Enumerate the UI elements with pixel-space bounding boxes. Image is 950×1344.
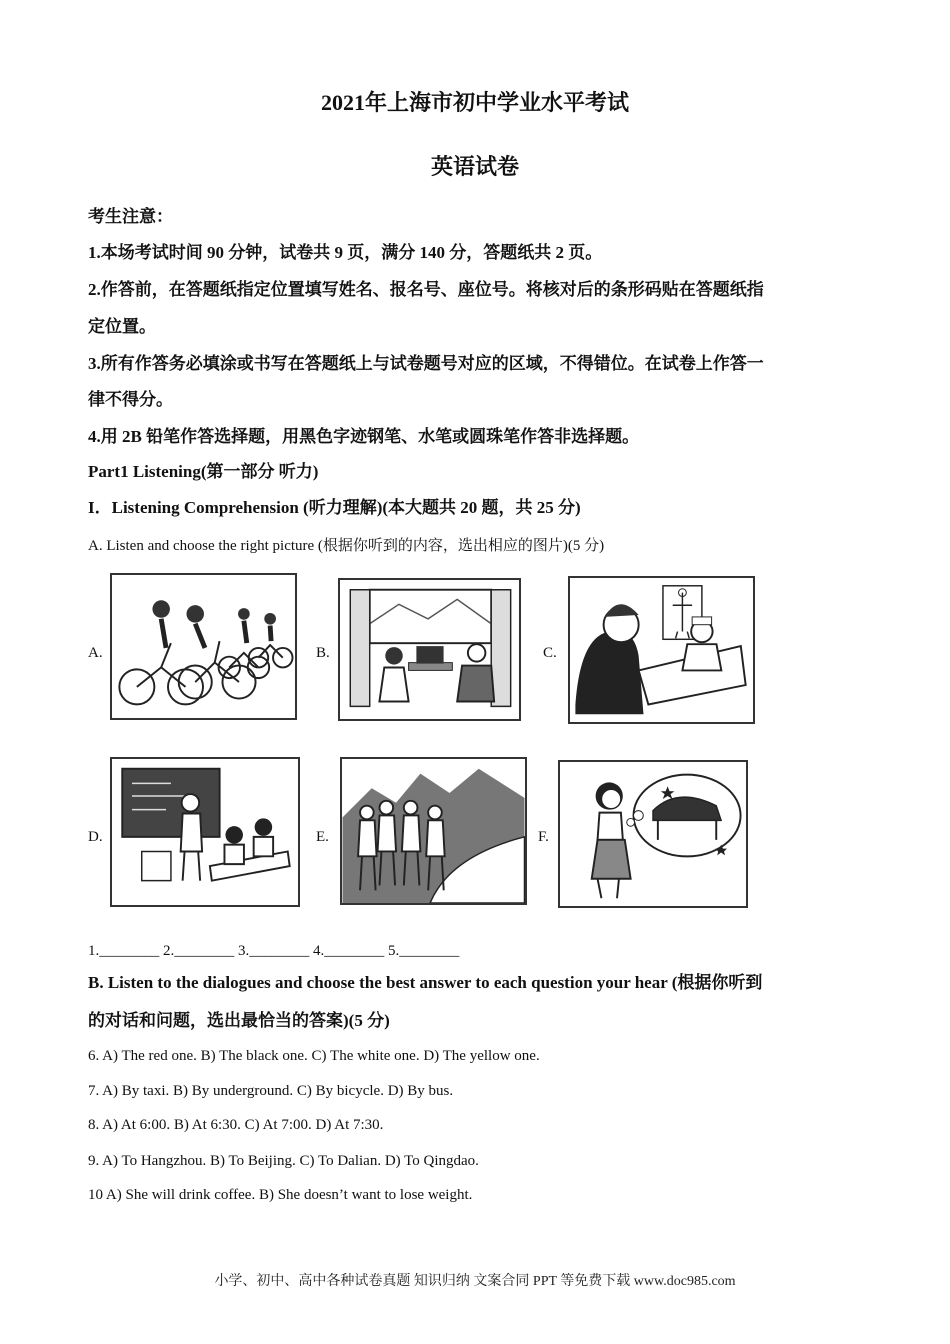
part1-heading: Part1 Listening(第一部分 听力) (88, 462, 319, 481)
picture-label-f: F. (538, 829, 549, 845)
picture-label-c: C. (543, 645, 557, 661)
question-10: 10 A) She will drink coffee. B) She doesn’t want to lose weight. (88, 1187, 473, 1203)
cyclists-picture (110, 573, 297, 720)
notice-heading: 考生注意： (88, 207, 173, 226)
picture-label-d: D. (88, 829, 103, 845)
section-b-heading-cont: 的对话和问题，选出最恰当的答案)(5 分) (88, 1011, 390, 1030)
question-8: 8. A) At 6:00. B) At 6:30. C) At 7:00. D) At 7:30. (88, 1117, 384, 1133)
picture-label-a: A. (88, 645, 103, 661)
notice-item-4: 4.用 2B 铅笔作答选择题，用黑色字迹钢笔、水笔或圆珠笔作答非选择题。 (88, 427, 640, 446)
question-9: 9. A) To Hangzhou. B) To Beijing. C) To Dalian. D) To Qingdao. (88, 1153, 479, 1169)
notice-item-3-cont: 律不得分。 (88, 390, 173, 409)
answer-blanks: 1.________ 2.________ 3.________ 4.________ 5.________ (88, 943, 460, 959)
section-a-instruction: A. Listen and choose the right picture (根据你听到的内容，选出相应的图片)(5 分) (88, 538, 605, 554)
paper-subtitle: 英语试卷 (430, 154, 519, 179)
footer-text: 小学、初中、高中各种试卷真题 知识归纳 文案合同 PPT 等免费下载 www.doc985.com (214, 1274, 736, 1289)
question-6: 6. A) The red one. B) The black one. C) The white one. D) The yellow one. (88, 1048, 540, 1064)
notice-item-1: 1.本场考试时间 90 分钟，试卷共 9 页，满分 140 分，答题纸共 2 页。 (88, 243, 603, 262)
picture-label-b: B. (316, 645, 330, 661)
notice-item-3: 3.所有作答务必填涂或书写在答题纸上与试卷题号对应的区域，不得错位。在试卷上作答一 (88, 354, 764, 373)
doctor-visit-picture (568, 576, 755, 724)
classroom-picture (110, 757, 300, 907)
section-b-heading: B. Listen to the dialogues and choose the best answer to each question your hear (根据你听到 (88, 973, 763, 992)
train-passengers-picture (338, 578, 521, 721)
notice-item-2-cont: 定位置。 (88, 317, 156, 336)
notice-item-2: 2.作答前，在答题纸指定位置填写姓名、报名号、座位号。将核对后的条形码贴在答题纸指 (88, 280, 764, 299)
section-1-heading: I．Listening Comprehension (听力理解)(本大题共 20 题，共 25 分) (88, 498, 581, 517)
girl-dreaming-piano-picture (558, 760, 748, 908)
question-7: 7. A) By taxi. B) By underground. C) By bicycle. D) By bus. (88, 1083, 454, 1099)
hikers-picture (340, 757, 527, 905)
picture-label-e: E. (316, 829, 329, 845)
exam-title: 2021年上海市初中学业水平考试 (320, 90, 629, 115)
